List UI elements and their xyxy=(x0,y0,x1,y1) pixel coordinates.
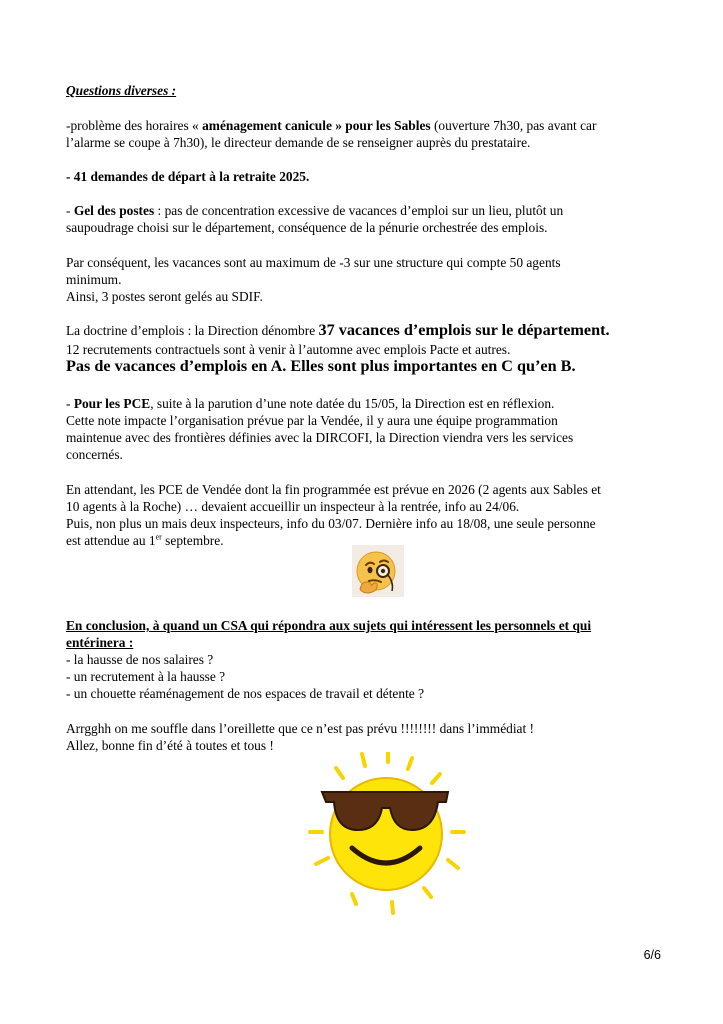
paragraph-attendant-line-4 xyxy=(66,532,224,549)
text-run: , suite à la parution d’une note datée du 15/05, la Direction est en réflexion. xyxy=(150,396,555,411)
conclusion-item: - un recrutement à la hausse ? xyxy=(66,669,226,684)
paragraph-horaires-line-1 xyxy=(66,117,596,134)
paragraph-consequent-line-3: Ainsi, 3 postes seront gelés au SDIF. xyxy=(66,289,263,304)
closing-line-2: Allez, bonne fin d’été à toutes et tous ! xyxy=(66,738,274,753)
paragraph-attendant-line-1: En attendant, les PCE de Vendée dont la fin programmée est prévue en 2026 (2 agents aux Sables et xyxy=(66,482,601,497)
paragraph-pce-line-3: maintenue avec des frontières définies avec la DIRCOFI, la Direction viendra vers les services xyxy=(66,430,574,445)
text-run: septembre. xyxy=(161,533,224,548)
text-run: : pas de concentration excessive de vacances d’emploi sur un lieu, plutôt un xyxy=(154,203,564,218)
paragraph-attendant-line-3: Puis, non plus un mais deux inspecteurs, info du 03/07. Dernière info au 18/08, une seule personne xyxy=(66,516,596,531)
paragraph-horaires-line-2: l’alarme se coupe à 7h30), le directeur demande de se renseigner auprès du prestataire. xyxy=(66,135,531,150)
text-run: est attendue au 1 xyxy=(66,533,156,548)
closing-line-1: Arrgghh on me souffle dans l’oreillette que ce n’est pas prévu !!!!!!!! dans l’immédiat ! xyxy=(66,721,535,736)
text-run: La doctrine d’emplois : la Direction dénombre xyxy=(66,323,319,338)
superscript: er xyxy=(155,532,162,542)
conclusion-item: - un chouette réaménagement de nos espaces de travail et détente ? xyxy=(66,686,425,701)
text-run-bold: Pour les PCE xyxy=(73,396,151,411)
conclusion-heading-line-2: entérinera : xyxy=(66,635,134,650)
conclusion-heading-line-1: En conclusion, à quand un CSA qui répondra aux sujets qui intéressent les personnels et qui xyxy=(66,618,592,633)
paragraph-attendant-line-2: 10 agents à la Roche) … devaient accueillir un inspecteur à la rentrée, info au 24/06. xyxy=(66,499,520,514)
sun-with-sunglasses-icon xyxy=(300,752,470,917)
paragraph-doctrine-line-1 xyxy=(66,322,610,339)
section-heading: Questions diverses : xyxy=(66,83,177,98)
conclusion-item: - la hausse de nos salaires ? xyxy=(66,652,214,667)
paragraph-consequent-line-2: minimum. xyxy=(66,272,122,287)
paragraph-gel-line-2: saupoudrage choisi sur le département, conséquence de la pénurie orchestrée des emplois. xyxy=(66,220,548,235)
paragraph-retraite: - 41 demandes de départ à la retraite 2025. xyxy=(66,169,310,184)
text-run-bold: Gel des postes xyxy=(73,203,155,218)
text-run: - xyxy=(66,396,74,411)
text-run-bold: aménagement canicule » pour les Sables xyxy=(202,118,431,133)
paragraph-gel-line-1 xyxy=(66,202,563,219)
paragraph-pce-line-1 xyxy=(66,395,554,412)
paragraph-doctrine-line-3: Pas de vacances d’emplois en A. Elles sont plus importantes en C qu’en B. xyxy=(66,357,576,375)
paragraph-doctrine-line-2: 12 recrutements contractuels sont à venir à l’automne avec emplois Pacte et autres. xyxy=(66,342,511,357)
paragraph-pce-line-4: concernés. xyxy=(66,447,123,462)
text-run-bold-large: 37 vacances d’emplois sur le département. xyxy=(318,321,610,339)
text-run: - xyxy=(66,203,74,218)
text-run: -problème des horaires « xyxy=(66,118,203,133)
thinking-monocle-emoji-icon xyxy=(352,545,404,597)
page-number: 6/6 xyxy=(643,948,661,962)
text-run: (ouverture 7h30, pas avant car xyxy=(430,118,597,133)
paragraph-pce-line-2: Cette note impacte l’organisation prévue par la Vendée, il y aura une équipe programmation xyxy=(66,413,558,428)
paragraph-consequent-line-1: Par conséquent, les vacances sont au maximum de -3 sur une structure qui compte 50 agents xyxy=(66,255,561,270)
